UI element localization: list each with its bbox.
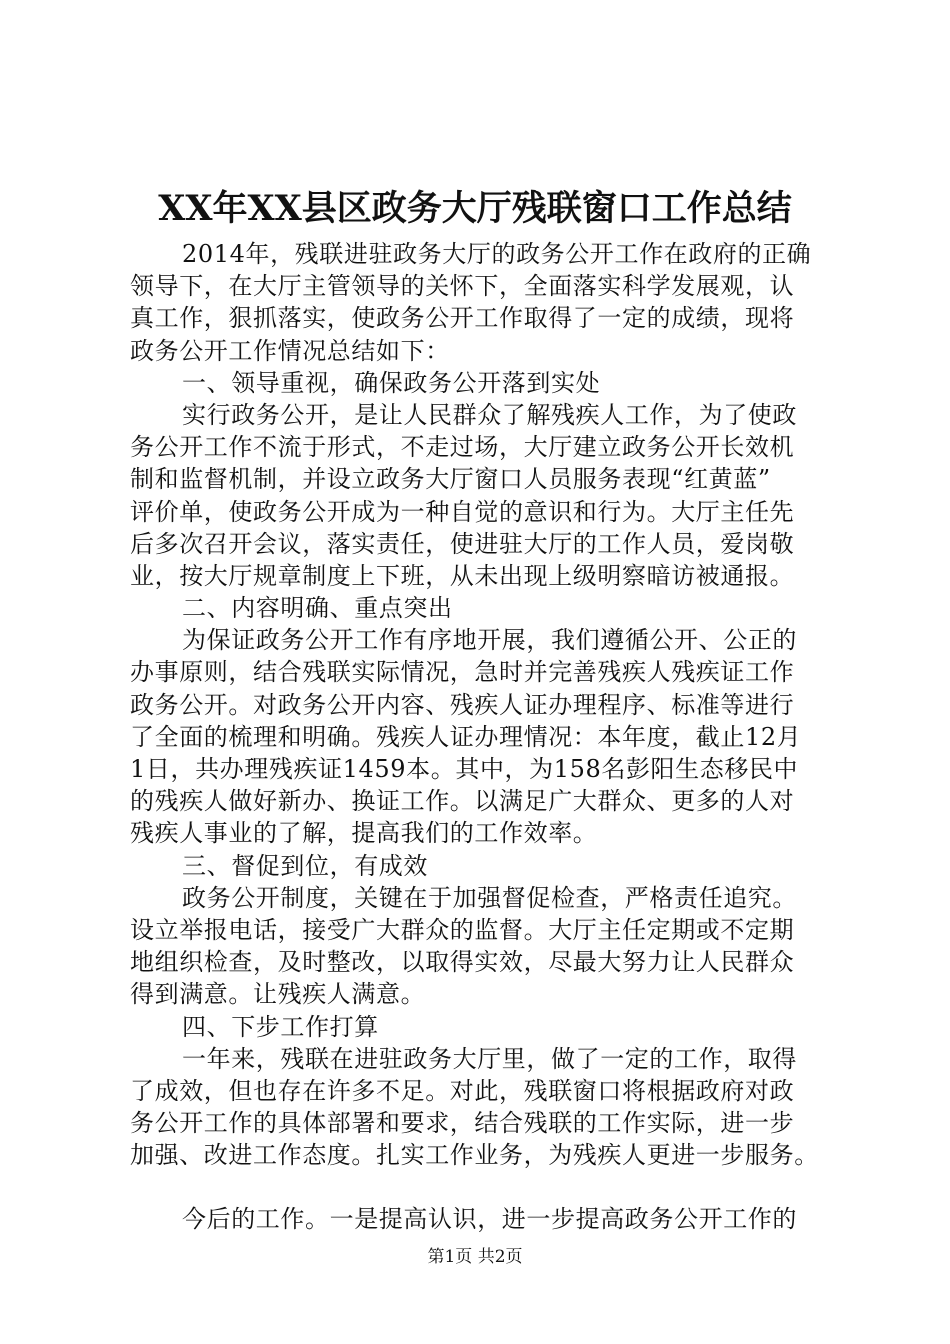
paragraph-line: 为保证政务公开工作有序地开展，我们遵循公开、公正的 <box>182 626 797 655</box>
paragraph-line: 设立举报电话，接受广大群众的监督。大厅主任定期或不定期 <box>130 915 795 944</box>
section-heading-2: 二、内容明确、重点突出 <box>182 594 453 623</box>
paragraph-line: 务公开工作的具体部署和要求，结合残联的工作实际，进一步 <box>130 1109 795 1138</box>
section-heading-3: 三、督促到位，有成效 <box>182 851 428 880</box>
section-heading-1: 一、领导重视，确保政务公开落到实处 <box>182 368 601 397</box>
paragraph-line: 政务公开制度，关键在于加强督促检查，严格责任追究。 <box>182 883 797 912</box>
paragraph-line: 加强、改进工作态度。扎实工作业务，为残疾人更进一步服务。 <box>130 1141 819 1170</box>
paragraph-line: 业，按大厅规章制度上下班，从未出现上级明察暗访被通报。 <box>130 561 795 590</box>
paragraph-line: 实行政务公开，是让人民群众了解残疾人工作，为了使政 <box>182 400 797 429</box>
paragraph-line: 制和监督机制，并设立政务大厅窗口人员服务表现“红黄蓝” <box>130 465 771 494</box>
paragraph-line: 政务公开工作情况总结如下： <box>130 336 450 365</box>
paragraph-line: 政务公开。对政务公开内容、残疾人证办理程序、标准等进行 <box>130 690 795 719</box>
paragraph-line: 务公开工作不流于形式，不走过场，大厅建立政务公开长效机 <box>130 433 795 462</box>
document-body <box>130 238 835 1236</box>
paragraph-line: 领导下，在大厅主管领导的关怀下，全面落实科学发展观，认 <box>130 272 795 301</box>
paragraph-line: 后多次召开会议，落实责任，使进驻大厅的工作人员，爱岗敬 <box>130 529 795 558</box>
paragraph-line: 地组织检查，及时整改，以取得实效，尽最大努力让人民群众 <box>130 948 795 977</box>
document-title: XX年XX县区政务大厅残联窗口工作总结 <box>158 188 792 229</box>
paragraph-line: 评价单，使政务公开成为一种自觉的意识和行为。大厅主任先 <box>130 497 795 526</box>
paragraph-line: 真工作，狠抓落实，使政务公开工作取得了一定的成绩，现将 <box>130 304 795 333</box>
paragraph-line: 一年来，残联在进驻政务大厅里，做了一定的工作，取得 <box>182 1044 797 1073</box>
paragraph-line: 残疾人事业的了解，提高我们的工作效率。 <box>130 819 598 848</box>
paragraph-line: 2014年，残联进驻政务大厅的政务公开工作在政府的正确 <box>182 240 812 268</box>
paragraph-line: 今后的工作。一是提高认识，进一步提高政务公开工作的 <box>182 1205 797 1234</box>
paragraph-line: 办事原则，结合残联实际情况，急时并完善残疾人残疾证工作 <box>130 658 795 687</box>
section-heading-4: 四、下步工作打算 <box>182 1012 379 1041</box>
paragraph-gap <box>130 1171 835 1203</box>
paragraph-line: 的残疾人做好新办、换证工作。以满足广大群众、更多的人对 <box>130 787 795 816</box>
paragraph-line: 了全面的梳理和明确。残疾人证办理情况：本年度，截止12月 <box>130 722 802 751</box>
paragraph-line: 得到满意。让残疾人满意。 <box>130 980 426 1009</box>
paragraph-line: 了成效，但也存在许多不足。对此，残联窗口将根据政府对政 <box>130 1076 795 1105</box>
page-number-footer: 第1页 共2页 <box>427 1247 523 1267</box>
paragraph-line: 1日，共办理残疾证1459本。其中，为158名彭阳生态移民中 <box>130 755 799 783</box>
